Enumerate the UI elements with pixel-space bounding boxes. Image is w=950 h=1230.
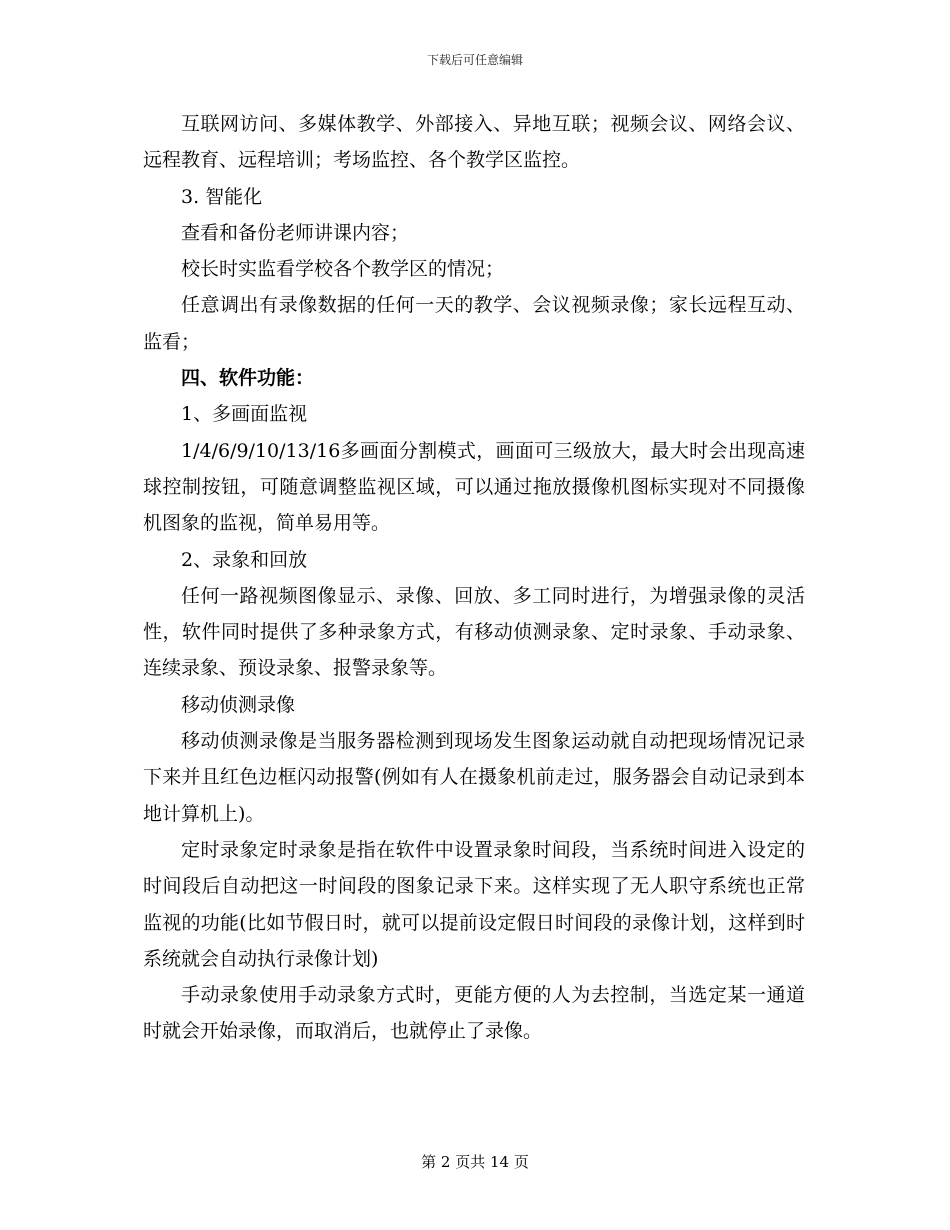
paragraph-manual-recording: 手动录象使用手动录象方式时，更能方便的人为去控制，当选定某一通道时就会开始录像，而取消后，也就停止了录像。	[143, 984, 805, 1043]
section-heading-software-functions: 四、软件功能：	[181, 367, 315, 390]
paragraph-scheduled-recording: 定时录象定时录象是指在软件中设置录象时间段，当系统时间进入设定的时间段后自动把这一时间段的图象记录下来。这样实现了无人职守系统也正常监视的功能(比如节假日时，就可以提前设定假日时间段的录像计划，这样到时系统就会自动执行录像计划)	[143, 838, 805, 970]
heading-intelligent: 3. 智能化	[181, 185, 263, 208]
page-footer: 第 2 页共 14 页	[421, 1153, 529, 1171]
subheading-motion-detection: 移动侦测录像	[181, 693, 296, 716]
subheading-record-playback: 2、录象和回放	[181, 548, 308, 571]
paragraph-view-backup: 查看和备份老师讲课内容；	[181, 221, 410, 244]
paragraph-network-features: 互联网访问、多媒体教学、外部接入、异地互联；视频会议、网络会议、远程教育、远程培训；考场监控、各个教学区监控。	[143, 113, 805, 172]
paragraph-record-playback: 任何一路视频图像显示、录像、回放、多工同时进行，为增强录像的灵活性，软件同时提供了多种录象方式，有移动侦测录象、定时录象、手动录象、连续录象、预设录象、报警录象等。	[143, 584, 805, 680]
paragraph-recall-recordings: 任意调出有录像数据的任何一天的教学、会议视频录像；家长远程互动、监看；	[143, 294, 805, 353]
document-body	[143, 106, 805, 1050]
page-header: 下载后可任意编辑	[426, 53, 523, 67]
subheading-multi-screen: 1、多画面监视	[181, 403, 308, 426]
paragraph-principal-monitor: 校长时实监看学校各个教学区的情况；	[181, 258, 505, 281]
paragraph-multi-screen: 1/4/6/9/10/13/16多画面分割模式，画面可三级放大，最大时会出现高速球控制按钮，可随意调整监视区域，可以通过拖放摄像机图标实现对不同摄像机图象的监视，简单易用等。	[143, 439, 805, 535]
paragraph-motion-detection: 移动侦测录像是当服务器检测到现场发生图象运动就自动把现场情况记录下来并且红色边框闪动报警(例如有人在摄象机前走过，服务器会自动记录到本地计算机上)。	[143, 730, 805, 825]
